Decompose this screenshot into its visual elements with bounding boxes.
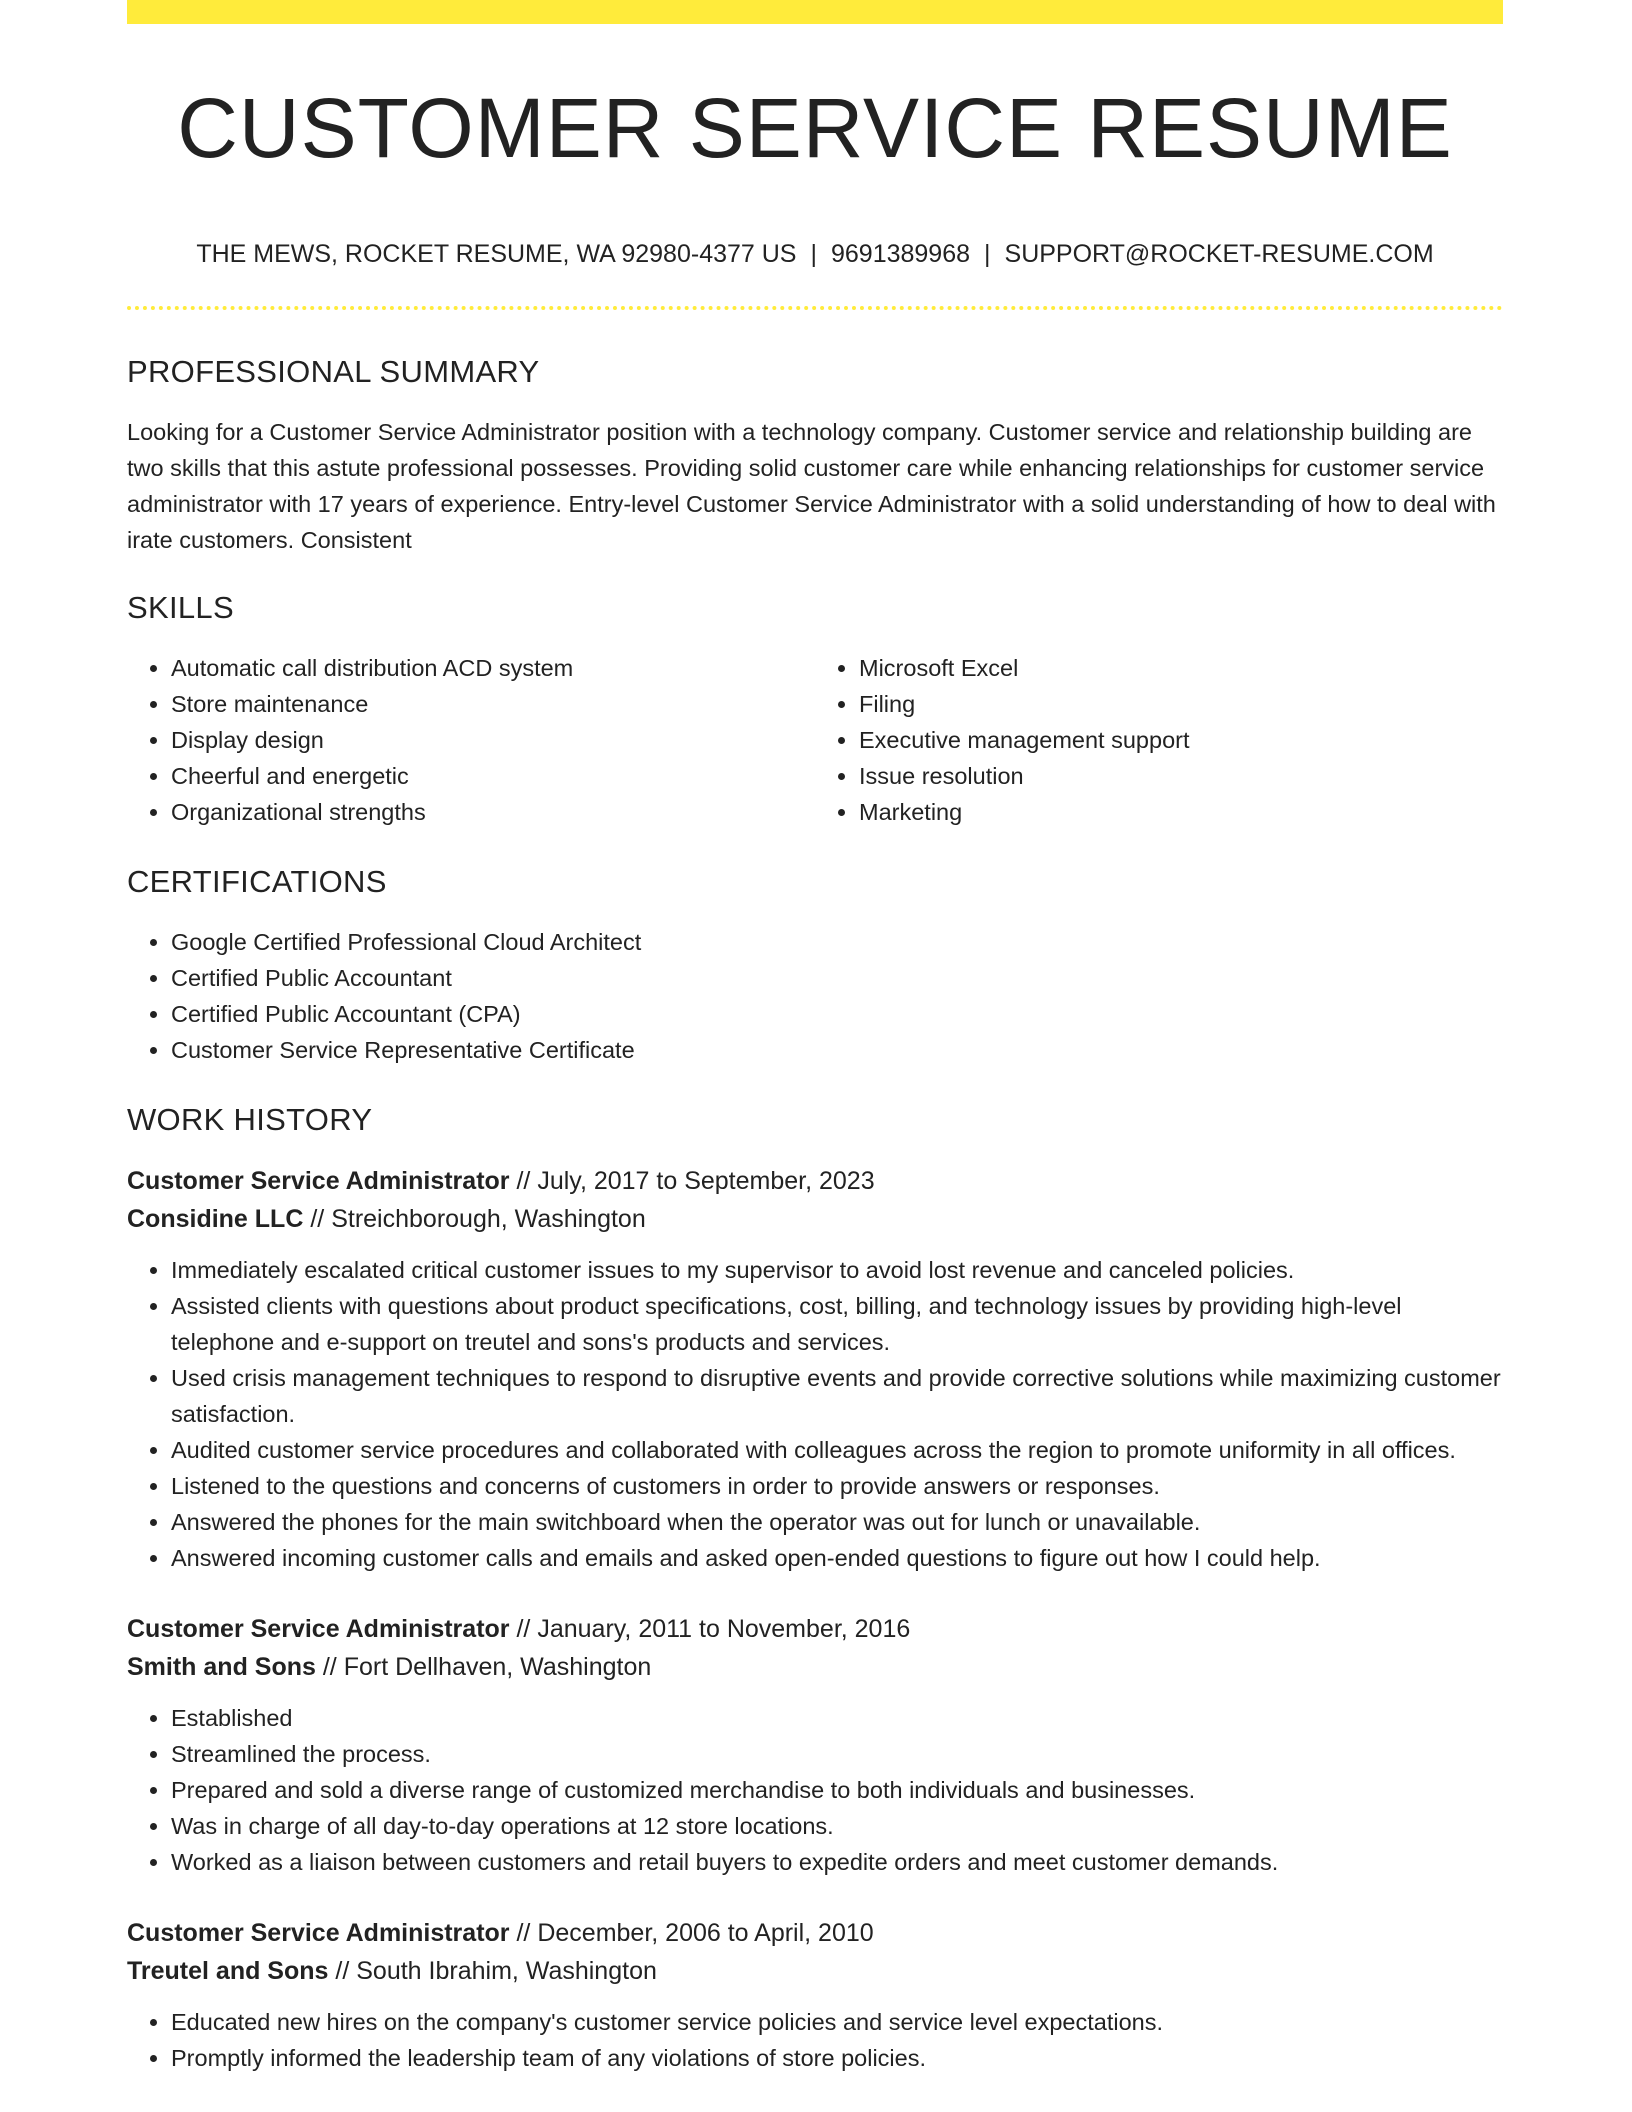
skills-list-left [127,650,815,830]
job-bullet: • Answered incoming customer calls and emails and asked open-ended questions to figure out how I could help. [171,1540,1503,1576]
skill-item: • Issue resolution [859,758,1503,794]
job-company: Smith and Sons [127,1653,316,1681]
contact-separator: | [810,240,817,268]
job-location: Streichborough, Washington [331,1205,646,1233]
certification-item: • Google Certified Professional Cloud Architect [171,924,1503,960]
resume-body [127,352,1503,2110]
job-bullet: • Prepared and sold a diverse range of customized merchandise to both individuals and businesses. [171,1772,1503,1808]
summary-section [127,352,1503,558]
job-title-line [127,1162,1503,1200]
job-company-line [127,1200,1503,1238]
skill-item: • Executive management support [859,722,1503,758]
contact-email: SUPPORT@ROCKET-RESUME.COM [1004,240,1434,268]
job-title: Customer Service Administrator [127,1919,510,1947]
page-title: CUSTOMER SERVICE RESUME [177,81,1453,175]
job-separator: // [335,1957,350,1985]
skill-item: • Automatic call distribution ACD system [171,650,815,686]
job-header [127,1914,1503,1990]
contact-separator: | [984,240,991,268]
job-bullets [127,2004,1503,2076]
job-bullet: • Established [171,1700,1503,1736]
certification-item: • Certified Public Accountant [171,960,1503,996]
job-entry [127,1914,1503,2076]
job-dates: January, 2011 to November, 2016 [537,1615,911,1643]
job-dates: July, 2017 to September, 2023 [537,1167,875,1195]
certification-item: • Certified Public Accountant (CPA) [171,996,1503,1032]
skills-grid [127,650,1503,830]
job-bullet: • Used crisis management techniques to respond to disruptive events and provide corrective solutions while maximizing customer satisfaction. [171,1360,1503,1432]
job-header [127,1610,1503,1686]
job-bullet: • Was in charge of all day-to-day operations at 12 store locations. [171,1808,1503,1844]
header-divider [127,306,1503,310]
skill-item: • Display design [171,722,815,758]
contact-phone: 9691389968 [830,240,971,268]
job-bullet: • Answered the phones for the main switchboard when the operator was out for lunch or unavailable. [171,1504,1503,1540]
job-title-line [127,1610,1503,1648]
job-bullet: • Promptly informed the leadership team of any violations of store policies. [171,2040,1503,2076]
contact-address: THE MEWS, ROCKET RESUME, WA 92980-4377 US [196,240,797,268]
job-bullet: • Streamlined the process. [171,1736,1503,1772]
skill-item: • Filing [859,686,1503,722]
job-separator: // [310,1205,325,1233]
job-bullets [127,1252,1503,1576]
section-title-certifications: CERTIFICATIONS [127,864,387,899]
section-title-skills: SKILLS [127,590,234,625]
job-company-line [127,1648,1503,1686]
job-title: Customer Service Administrator [127,1615,510,1643]
job-separator: // [322,1653,337,1681]
job-separator: // [516,1919,531,1947]
job-bullet: • Immediately escalated critical customer issues to my supervisor to avoid lost revenue and canceled policies. [171,1252,1503,1288]
skill-item: • Cheerful and energetic [171,758,815,794]
job-location: South Ibrahim, Washington [356,1957,657,1985]
skills-section [127,588,1503,830]
summary-text: Looking for a Customer Service Administrator position with a technology company. Customer service and relationship building are two skills that this astute professional possesses. Providing solid customer care while enhancing relationships for customer service administrator with 17 years of experience. Entry-level Customer Service Administrator with a solid understanding of how to deal with irate customers. Consistent [127,419,1496,553]
job-company: Considine LLC [127,1205,304,1233]
job-dates: December, 2006 to April, 2010 [537,1919,874,1947]
contact-info [127,236,1503,272]
job-header [127,1162,1503,1238]
skill-item: • Marketing [859,794,1503,830]
skill-item: • Organizational strengths [171,794,815,830]
job-bullet: • Educated new hires on the company's customer service policies and service level expectations. [171,2004,1503,2040]
job-bullets [127,1700,1503,1880]
job-company-line [127,1952,1503,1990]
certifications-section [127,862,1503,1068]
top-accent-bar [127,0,1503,24]
job-entry [127,1162,1503,1576]
job-entry [127,1610,1503,1880]
certification-item: • Customer Service Representative Certificate [171,1032,1503,1068]
section-title-work-history: WORK HISTORY [127,1102,373,1137]
job-separator: // [516,1167,531,1195]
job-bullet: • Audited customer service procedures and collaborated with colleagues across the region to promote uniformity in all offices. [171,1432,1503,1468]
job-bullet: • Assisted clients with questions about product specifications, cost, billing, and technology issues by providing high-level telephone and e-support on treutel and sons's products and services. [171,1288,1503,1360]
job-company: Treutel and Sons [127,1957,329,1985]
certifications-list [127,924,1503,1068]
work-history-section [127,1100,1503,2076]
section-title-summary: PROFESSIONAL SUMMARY [127,354,540,389]
job-location: Fort Dellhaven, Washington [343,1653,652,1681]
job-separator: // [516,1615,531,1643]
job-bullet: • Worked as a liaison between customers and retail buyers to expedite orders and meet customer demands. [171,1844,1503,1880]
job-title-line [127,1914,1503,1952]
job-bullet: • Listened to the questions and concerns of customers in order to provide answers or responses. [171,1468,1503,1504]
skills-list-right [815,650,1503,830]
skill-item: • Microsoft Excel [859,650,1503,686]
skill-item: • Store maintenance [171,686,815,722]
job-title: Customer Service Administrator [127,1167,510,1195]
